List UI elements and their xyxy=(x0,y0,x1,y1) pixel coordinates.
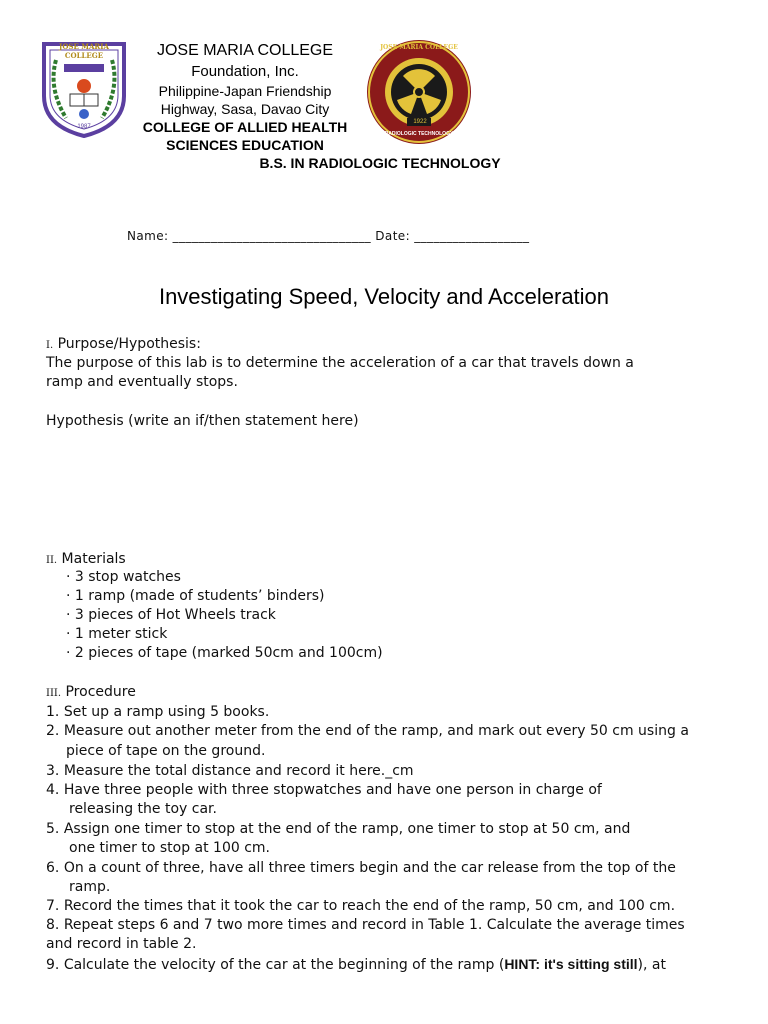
address-line-1: Philippine-Japan Friendship xyxy=(158,83,332,99)
procedure-step xyxy=(46,723,689,739)
material-item xyxy=(66,607,276,623)
foundation-name: Foundation, Inc. xyxy=(191,63,299,80)
step-text-continuation: releasing the toy car. xyxy=(69,801,217,817)
material-text: 3 pieces of Hot Wheels track xyxy=(74,607,276,623)
procedure-step xyxy=(46,763,414,779)
college-name: JOSE MARIA COLLEGE xyxy=(156,42,334,59)
section-numeral: I. xyxy=(46,340,54,351)
step-text-continuation: one timer to stop at 100 cm. xyxy=(69,840,271,856)
name-field[interactable]: _______________________________ xyxy=(172,229,372,243)
step-number: 6. xyxy=(46,860,60,876)
date-label: Date: xyxy=(375,229,411,243)
step-text: Have three people with three stopwatches and have one person in charge of xyxy=(63,782,602,798)
hint-text: HINT: it's sitting still xyxy=(504,956,638,972)
procedure-step xyxy=(46,956,666,973)
bullet-icon: · xyxy=(66,588,71,604)
step-text: Measure the total distance and record it here._cm xyxy=(63,763,414,779)
step-text: Repeat steps 6 and 7 two more times and record in Table 1. Calculate the average times xyxy=(63,917,685,933)
material-item xyxy=(66,645,383,661)
material-text: 1 ramp (made of students’ binders) xyxy=(74,588,325,604)
name-label: Name: xyxy=(127,229,169,243)
step-number: 1. xyxy=(46,704,60,720)
hypothesis-prompt: Hypothesis (write an if/then statement here) xyxy=(46,413,359,429)
material-text: 1 meter stick xyxy=(74,626,168,642)
step-text: Set up a ramp using 5 books. xyxy=(63,704,270,720)
address-line-2: Highway, Sasa, Davao City xyxy=(160,101,330,117)
bullet-icon: · xyxy=(66,645,71,661)
section-numeral: II. xyxy=(46,555,58,566)
procedure-step xyxy=(46,704,269,720)
bullet-icon: · xyxy=(66,626,71,642)
step-text-end: ), at xyxy=(637,957,666,973)
step-number: 2. xyxy=(46,723,60,739)
purpose-text-line: ramp and eventually stops. xyxy=(46,374,238,390)
date-field[interactable]: __________________ xyxy=(414,229,530,243)
procedure-step xyxy=(46,821,630,837)
radiologic-seal-year: 1922 xyxy=(413,119,427,125)
section-title: Materials xyxy=(61,551,126,567)
section-title: Purpose/Hypothesis: xyxy=(57,336,201,352)
material-item xyxy=(66,569,181,585)
college-seal-bottom: 1987 xyxy=(77,124,91,130)
page-title: Investigating Speed, Velocity and Acceleration xyxy=(158,284,610,309)
step-text: On a count of three, have all three timers begin and the car release from the top of the xyxy=(63,860,676,876)
material-text: 2 pieces of tape (marked 50cm and 100cm) xyxy=(74,645,383,661)
section-numeral: III. xyxy=(46,688,62,699)
step-number: 4. xyxy=(46,782,60,798)
section-title: Procedure xyxy=(65,684,136,700)
program-name: B.S. IN RADIOLOGIC TECHNOLOGY xyxy=(259,155,501,171)
procedure-step xyxy=(46,917,685,933)
radiologic-seal-top-text: JOSE MARIA COLLEGE xyxy=(380,44,458,51)
material-text: 3 stop watches xyxy=(74,569,181,585)
step-number: 9. xyxy=(46,957,60,973)
college-seal-ribbon: FOUNDATION, INC. xyxy=(61,58,107,64)
name-date-row xyxy=(127,229,529,243)
purpose-text-line: The purpose of this lab is to determine the acceleration of a car that travels down a xyxy=(46,355,634,371)
step-number: 7. xyxy=(46,898,60,914)
radiologic-seal-logo xyxy=(365,38,473,146)
step-number: 5. xyxy=(46,821,60,837)
department-line-1: COLLEGE OF ALLIED HEALTH xyxy=(142,119,348,135)
radiologic-seal-bottom-text: RADIOLOGIC TECHNOLOGY xyxy=(384,131,454,137)
material-item xyxy=(66,588,325,604)
step-number: 8. xyxy=(46,917,60,933)
step-text: Measure out another meter from the end of the ramp, and mark out every 50 cm using a xyxy=(63,723,689,739)
step-text-continuation: ramp. xyxy=(69,879,111,895)
bullet-icon: · xyxy=(66,607,71,623)
procedure-step xyxy=(46,898,675,914)
step-text: Calculate the velocity of the car at the beginning of the ramp ( xyxy=(63,957,505,973)
step-text-continuation: piece of tape on the ground. xyxy=(66,743,266,759)
section-purpose-heading xyxy=(46,336,201,352)
college-seal-top-text: JOSE MARIA COLLEGE xyxy=(59,42,109,60)
procedure-step xyxy=(46,782,602,798)
department-line-2: SCIENCES EDUCATION xyxy=(166,137,324,153)
section-procedure-heading xyxy=(46,684,136,700)
bullet-icon: · xyxy=(66,569,71,585)
step-text: Assign one timer to stop at the end of the ramp, one timer to stop at 50 cm, and xyxy=(63,821,631,837)
step-number: 3. xyxy=(46,763,60,779)
section-materials-heading xyxy=(46,551,126,567)
step-text-continuation: and record in table 2. xyxy=(46,936,197,952)
step-text: Record the times that it took the car to reach the end of the ramp, 50 cm, and 100 cm. xyxy=(63,898,676,914)
material-item xyxy=(66,626,167,642)
procedure-step xyxy=(46,860,676,876)
